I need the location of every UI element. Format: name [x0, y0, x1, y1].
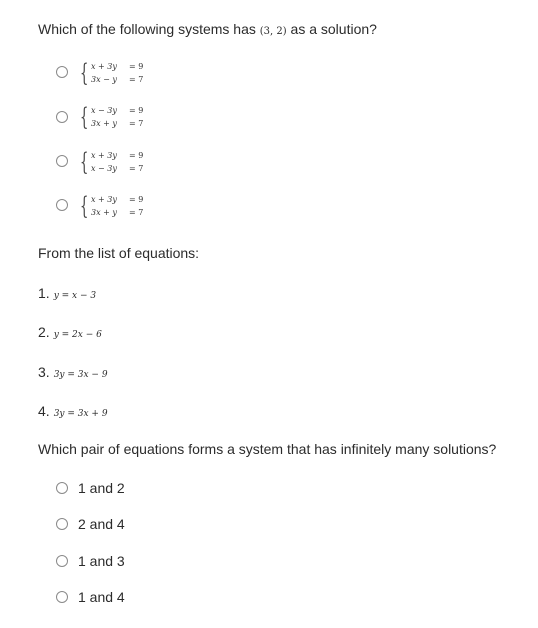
brace-icon: {: [80, 192, 89, 220]
equation-rhs: = 7: [129, 74, 144, 84]
equation-rhs: = 7: [129, 163, 144, 173]
q1-option-b-radio[interactable]: [56, 111, 68, 123]
equations-list-intro: From the list of equations:: [38, 245, 200, 261]
equation-number: 4.: [38, 403, 50, 419]
brace-icon: {: [80, 103, 89, 131]
q1-option-d-system: [80, 194, 143, 218]
q1-option-c-radio[interactable]: [56, 155, 68, 167]
q2-option-1-label[interactable]: 1 and 2: [78, 480, 125, 496]
q2-option-3-label[interactable]: 1 and 3: [78, 553, 125, 569]
equation-expression: 3y = 3x + 9: [53, 409, 108, 419]
q2-option-2-radio[interactable]: [56, 518, 68, 530]
equation-number: 3.: [38, 364, 50, 380]
question-1-prefix: Which of the following systems has: [38, 21, 256, 37]
q2-option-3-radio[interactable]: [56, 555, 68, 567]
solution-point: (3, 2): [259, 26, 287, 37]
equation-expression: y = x − 3: [53, 291, 97, 301]
q1-option-a-radio[interactable]: [56, 66, 68, 78]
equation-lhs: 3x − y: [91, 74, 117, 84]
equation-expression: y = 2x − 6: [53, 330, 102, 340]
equation-rhs: = 9: [129, 150, 144, 160]
question-2-text: Which pair of equations forms a system that has infinitely many solutions?: [38, 441, 497, 457]
equation-number: 2.: [38, 324, 50, 340]
equation-lhs: x + 3y: [91, 194, 117, 204]
equation-rhs: = 7: [129, 207, 144, 217]
q1-option-a-system: [80, 61, 143, 85]
equation-item-3: [38, 364, 108, 380]
question-1-suffix: as a solution?: [290, 21, 377, 37]
equation-rhs: = 9: [129, 105, 144, 115]
equation-lhs: x − 3y: [91, 163, 117, 173]
equation-rhs: = 9: [129, 61, 144, 71]
equation-lhs: 3x + y: [91, 207, 117, 217]
q2-option-4-radio[interactable]: [56, 591, 68, 603]
equation-lhs: x + 3y: [91, 61, 117, 71]
q2-option-4-label[interactable]: 1 and 4: [78, 589, 125, 605]
equation-number: 1.: [38, 285, 50, 301]
equation-lhs: x + 3y: [91, 150, 117, 160]
brace-icon: {: [80, 148, 89, 176]
equation-rhs: = 9: [129, 194, 144, 204]
equation-lhs: 3x + y: [91, 118, 117, 128]
question-1-text: [38, 21, 377, 37]
equation-expression: 3y = 3x − 9: [53, 370, 108, 380]
q2-option-1-radio[interactable]: [56, 482, 68, 494]
equation-item-2: [38, 324, 102, 340]
brace-icon: {: [80, 59, 89, 87]
q1-option-b-system: [80, 105, 143, 129]
q2-option-2-label[interactable]: 2 and 4: [78, 516, 125, 532]
q1-option-c-system: [80, 150, 143, 174]
equation-item-4: [38, 403, 108, 419]
equation-lhs: x − 3y: [91, 105, 117, 115]
equation-item-1: [38, 285, 96, 301]
q1-option-d-radio[interactable]: [56, 199, 68, 211]
equation-rhs: = 7: [129, 118, 144, 128]
